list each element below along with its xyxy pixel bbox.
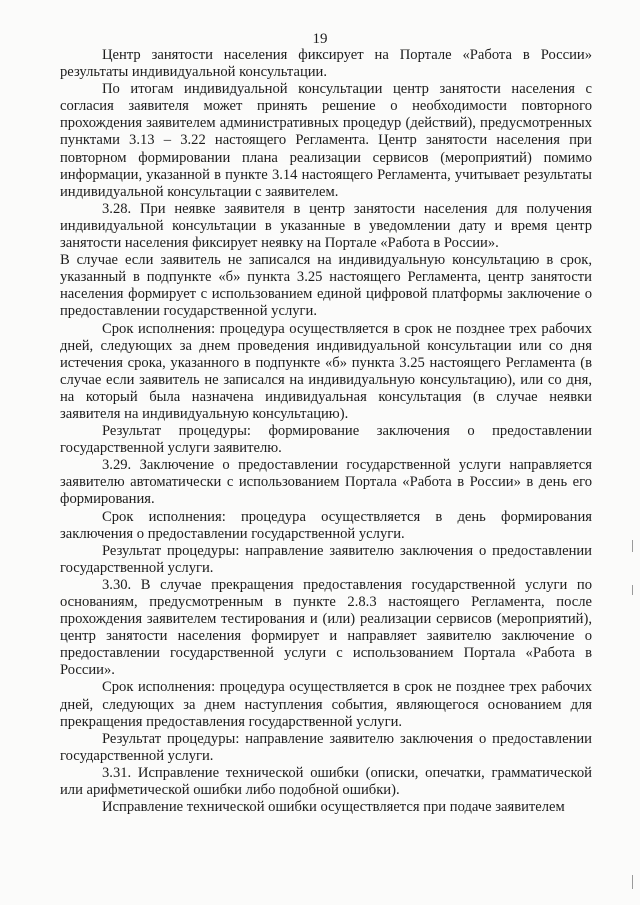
paragraph-error-correction: Исправление технической ошибки осуществляется при подаче заявителем — [102, 799, 565, 816]
paragraph-deadline-termination: Срок исполнения: процедура осуществляется в срок не позднее трех рабочих дней, следующих за днем наступления события, являющегося основанием для прекращения предоставления государственной услуги. — [60, 679, 592, 730]
document-body — [60, 47, 592, 816]
paragraph-3-29: 3.29. Заключение о предоставлении государственной услуги направляется заявителю автоматически с использованием Портала «Работа в России» в день его формирования. — [60, 457, 592, 508]
paragraph-result-termination: Результат процедуры: направление заявителю заключения о предоставлении государственной услуги. — [60, 730, 592, 764]
paragraph-deadline-conclusion: Срок исполнения: процедура осуществляется в срок не позднее трех рабочих дней, следующих за днем проведения индивидуальной консультации или со дня истечения срока, указанного в подпункте «б» пункта 3.25 настоящего Регламента (в случае если заявитель не записался на индивидуальную консультацию), или со дня, на который была назначена индивидуальная консультация (в случае неявки заявителя на индивидуальную консультацию). — [60, 320, 592, 422]
paragraph-result-conclusion: Результат процедуры: формирование заключения о предоставлении государственной услуги заявителю. — [60, 423, 592, 457]
paragraph-3-31: 3.31. Исправление технической ошибки (описки, опечатки, грамматической или арифметической ошибки либо подобной ошибки). — [60, 764, 592, 799]
scan-edge-mark — [632, 540, 633, 552]
paragraph-deadline-sending: Срок исполнения: процедура осуществляется в день формирования заключения о предоставлении государственной услуги. — [60, 508, 592, 542]
paragraph-repeat-procedures: По итогам индивидуальной консультации центр занятости населения с согласия заявителя может принять решение о необходимости повторного прохождения заявителем административных процедур (действий), предусмотренных пунктами 3.13 – 3.22 настоящего Регламента. Центр занятости населения при повторном формировании плана реализации сервисов (мероприятий) помимо информации, указанной в пункте 3.14 настоящего Регламента, учитывает результаты индивидуальной консультации с заявителем. — [60, 81, 592, 200]
scan-edge-mark — [632, 875, 633, 889]
page-number: 19 — [312, 31, 328, 47]
paragraph-3-28: 3.28. При неявке заявителя в центр занятости населения для получения индивидуальной консультации в указанные в уведомлении дату и время центр занятости населения фиксирует неявку на Портале «Работа в России». — [60, 200, 592, 252]
paragraph-no-appointment: В случае если заявитель не записался на индивидуальную консультацию в срок, указанный в подпункте «б» пункта 3.25 настоящего Регламента, центр занятости населения формирует с использованием единой цифровой платформы заключение о предоставлении государственной услуги. — [60, 252, 592, 320]
paragraph-3-30: 3.30. В случае прекращения предоставления государственной услуги по основаниям, предусмотренным в пункте 2.8.3 настоящего Регламента, после прохождения заявителем тестирования и (или) реализации сервисов (мероприятий), центр занятости населения формирует и направляет заявителю заключение о предоставлении государственной услуги с использованием Портала «Работа в России». — [60, 576, 592, 679]
paragraph-result-recording: Центр занятости населения фиксирует на Портале «Работа в России» результаты индивидуальной консультации. — [60, 47, 592, 81]
paragraph-result-sending: Результат процедуры: направление заявителю заключения о предоставлении государственной услуги. — [60, 542, 592, 576]
scan-edge-mark — [632, 585, 633, 595]
